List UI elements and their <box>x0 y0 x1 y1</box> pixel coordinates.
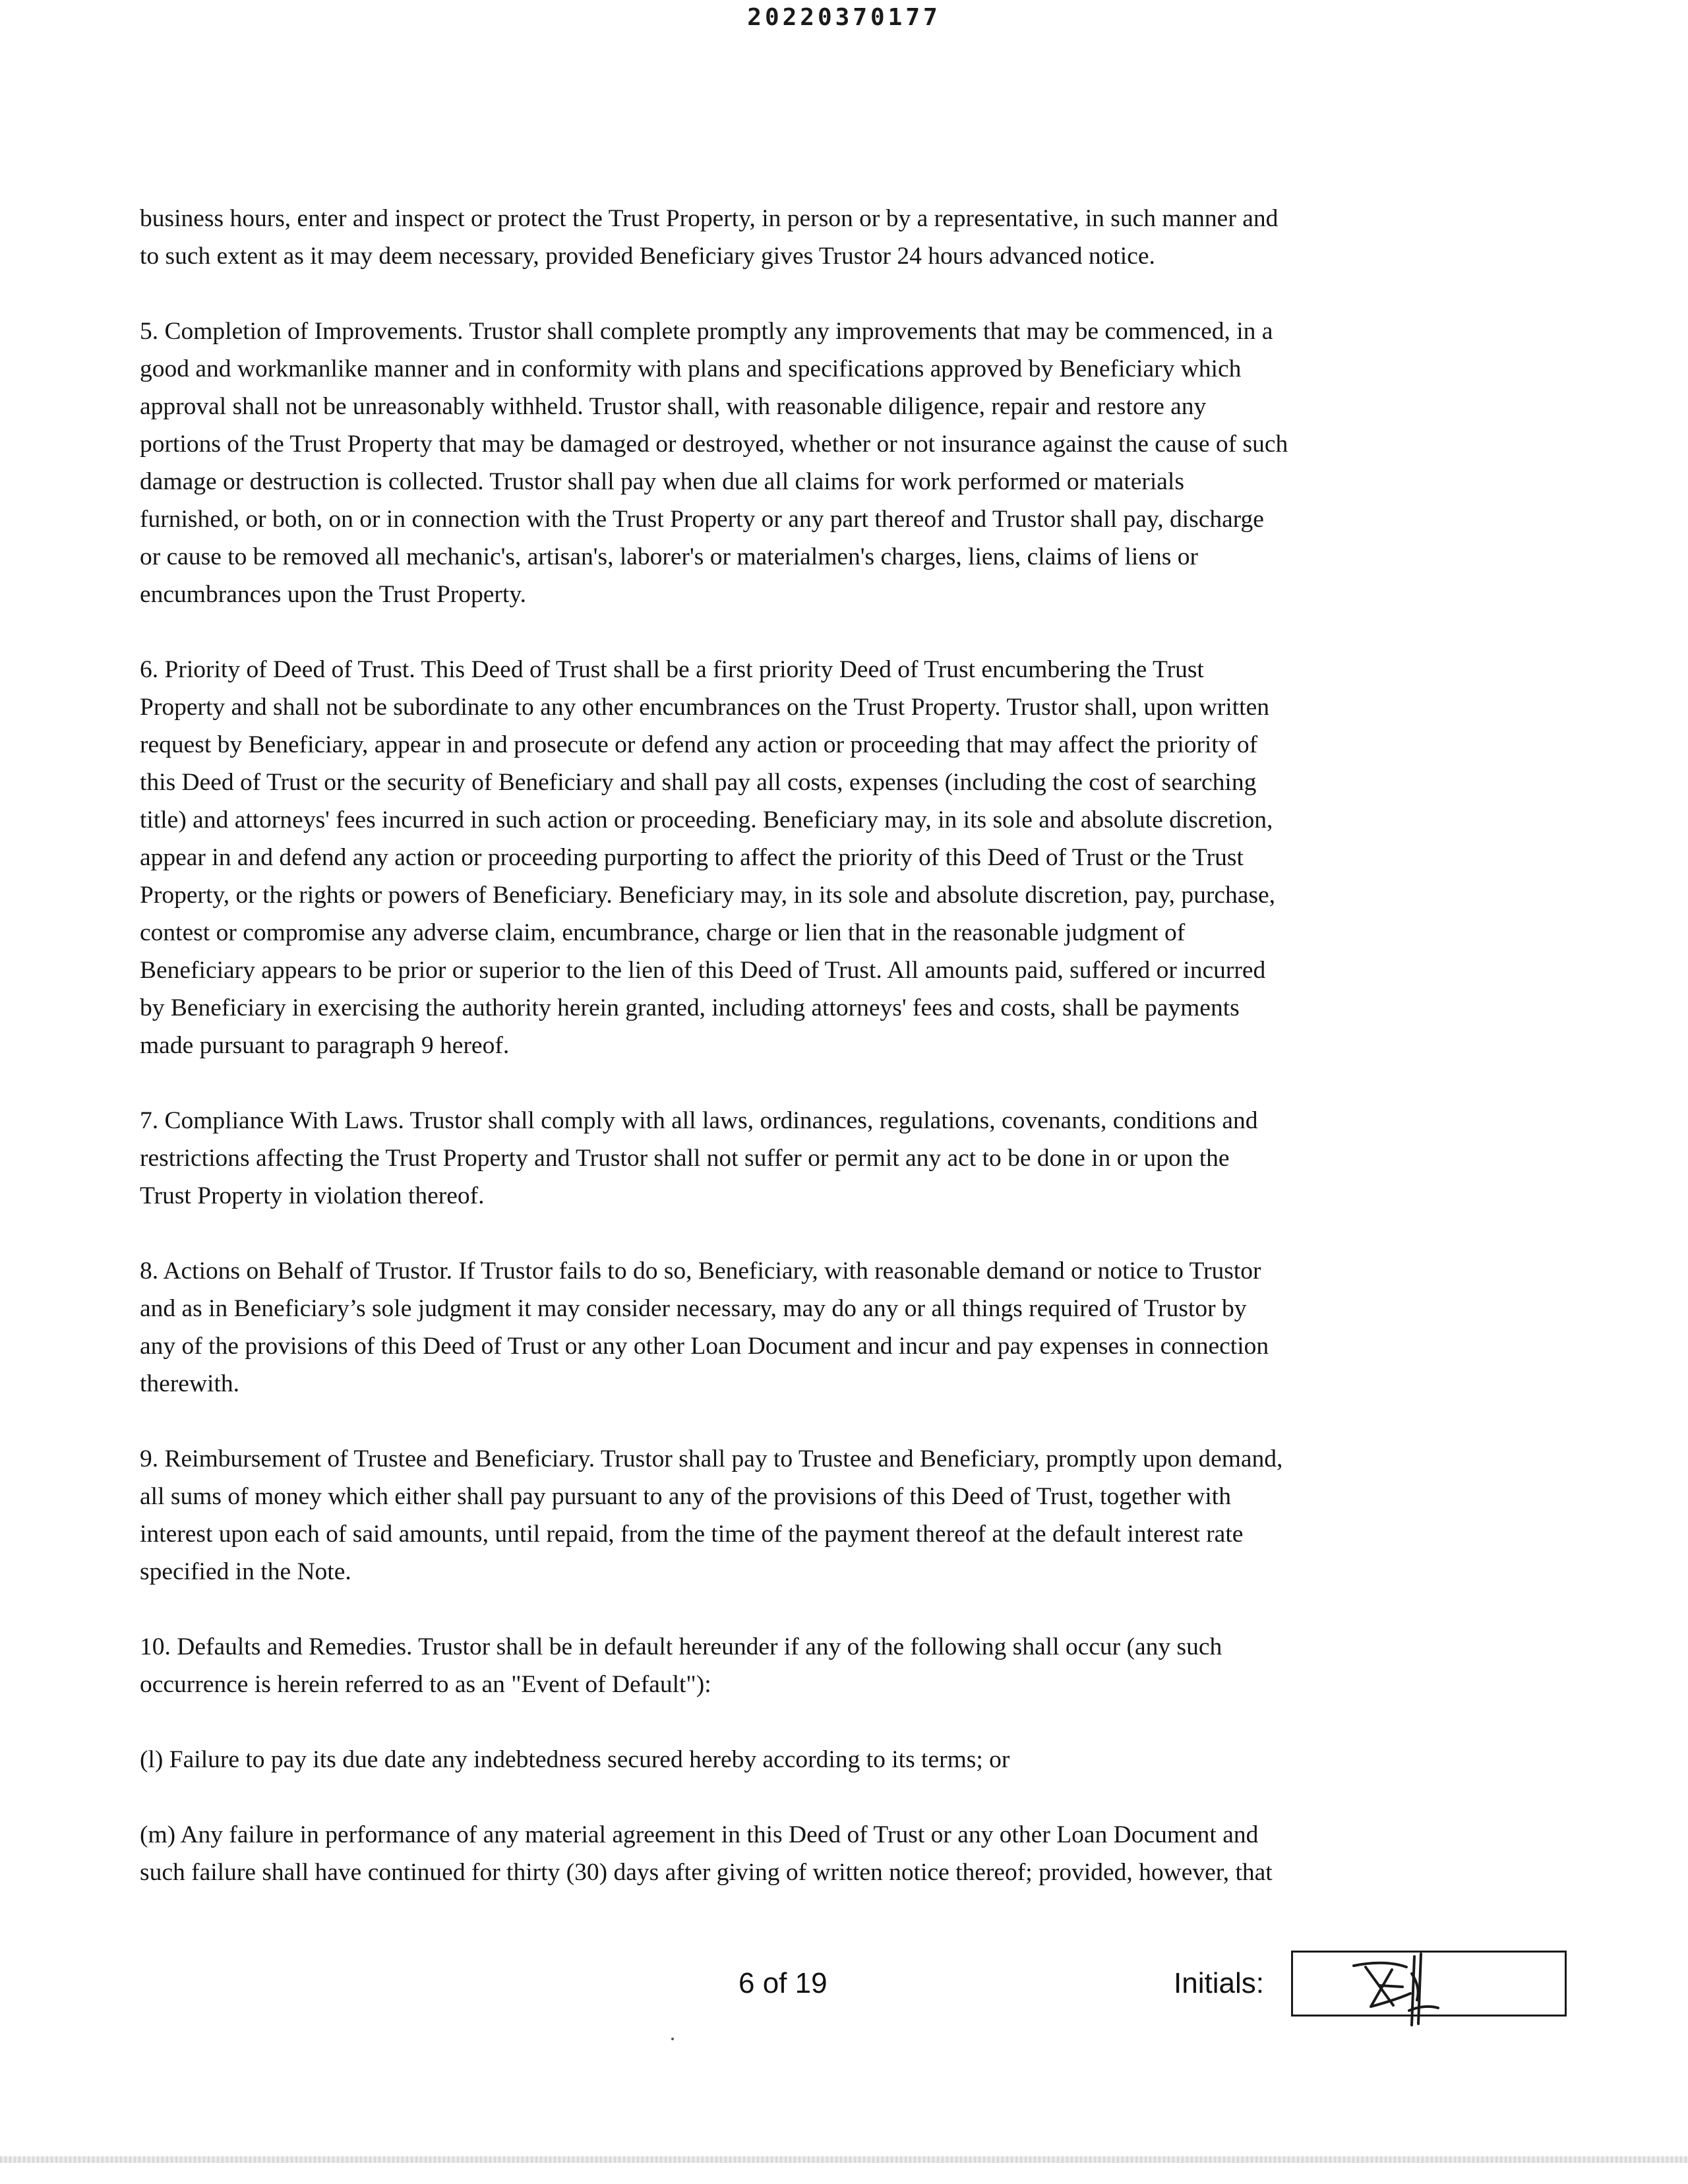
document-body <box>140 200 1548 1929</box>
paragraph-defaults-and-remedies: 10. Defaults and Remedies. Trustor shall be in default hereunder if any of the following shall occur (any such occurrence is herein referred to as an "Event of Default"): <box>140 1633 1222 1698</box>
handwritten-initials-signature <box>1346 1947 1464 2026</box>
scan-speck <box>671 2038 674 2040</box>
document-number: 20220370177 <box>747 4 941 31</box>
initials-box <box>1291 1951 1567 2017</box>
paragraph-actions-on-behalf: 8. Actions on Behalf of Trustor. If Trustor fails to do so, Beneficiary, with reasonable demand or notice to Trustor and as in Beneficiary’s sole judgment it may consider necessary, may do any or all things required of Trustor by any of the provisions of this Deed of Trust or any other Loan Document and incur and pay expenses in connection therewith. <box>140 1258 1269 1397</box>
paragraph-reimbursement: 9. Reimbursement of Trustee and Beneficiary. Trustor shall pay to Trustee and Beneficiary, promptly upon demand, all sums of money which either shall pay pursuant to any of the provisions of this Deed of Trust, together with interest upon each of said amounts, until repaid, from the time of the payment thereof at the default interest rate specified in the Note. <box>140 1445 1283 1585</box>
paragraph-default-item-m: (m) Any failure in performance of any material agreement in this Deed of Trust or any other Loan Document and such failure shall have continued for thirty (30) days after giving of written notice thereof; provided, however, that <box>140 1821 1273 1886</box>
paragraph-compliance-with-laws: 7. Compliance With Laws. Trustor shall comply with all laws, ordinances, regulations, covenants, conditions and restrictions affecting the Trust Property and Trustor shall not suffer or permit any act to be done in or upon the Trust Property in violation thereof. <box>140 1107 1258 1209</box>
paragraph-priority-of-deed: 6. Priority of Deed of Trust. This Deed of Trust shall be a first priority Deed of Trust encumbering the Trust Property and shall not be subordinate to any other encumbrances on the Trust Property. Trustor shall, upon written request by Beneficiary, appear in and prosecute or defend any action or proceeding that may affect the priority of this Deed of Trust or the security of Beneficiary and shall pay all costs, expenses (including the cost of searching title) and attorneys' fees incurred in such action or proceeding. Beneficiary may, in its sole and absolute discretion, appear in and defend any action or proceeding purporting to affect the priority of this Deed of Trust or the Trust Property, or the rights or powers of Beneficiary. Beneficiary may, in its sole and absolute discretion, pay, purchase, contest or compromise any adverse claim, encumbrance, charge or lien that in the reasonable judgment of Beneficiary appears to be prior or superior to the lien of this Deed of Trust. All amounts paid, suffered or incurred by Beneficiary in exercising the authority herein granted, including attorneys' fees and costs, shall be payments made pursuant to paragraph 9 hereof. <box>140 656 1276 1059</box>
paragraph-completion-of-improvements: 5. Completion of Improvements. Trustor shall complete promptly any improvements that may be commenced, in a good and workmanlike manner and in conformity with plans and specifications approved by Beneficiary which approval shall not be unreasonably withheld. Trustor shall, with reasonable diligence, repair and restore any portions of the Trust Property that may be damaged or destroyed, whether or not insurance against the cause of such damage or destruction is collected. Trustor shall pay when due all claims for work performed or materials furnished, or both, on or in connection with the Trust Property or any part thereof and Trustor shall pay, discharge or cause to be removed all mechanic's, artisan's, laborer's or materialmen's charges, liens, claims of liens or encumbrances upon the Trust Property. <box>140 318 1288 608</box>
scan-edge-artifact <box>0 2156 1688 2163</box>
paragraph-inspection-continued: business hours, enter and inspect or protect the Trust Property, in person or by a representative, in such manner and to such extent as it may deem necessary, provided Beneficiary gives Trustor 24 hours advanced notice. <box>140 205 1279 270</box>
paragraph-default-item-l: (l) Failure to pay its due date any indebtedness secured hereby according to its terms; or <box>140 1746 1010 1773</box>
page-number: 6 of 19 <box>738 1967 828 1999</box>
initials-label: Initials: <box>1174 1967 1264 1999</box>
